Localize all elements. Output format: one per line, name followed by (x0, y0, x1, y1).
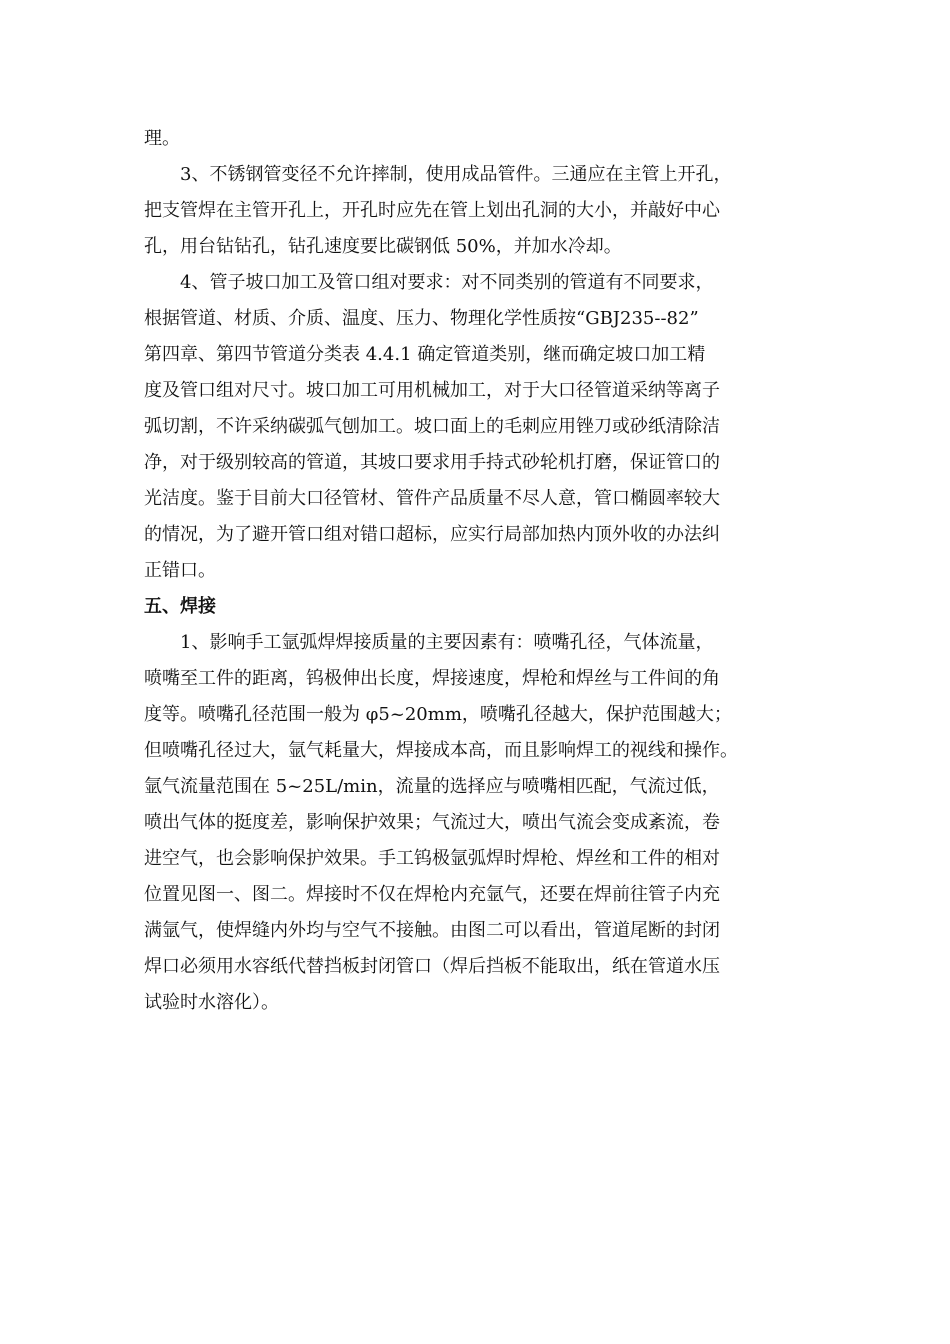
text-line: 把支管焊在主管开孔上，开孔时应先在管上划出孔洞的大小，并敲好中心 (144, 200, 720, 221)
text-line: 但喷嘴孔径过大，氩气耗量大，焊接成本高，而且影响焊工的视线和操作。 (144, 740, 738, 761)
text-line: 氩气流量范围在 5~25L/min，流量的选择应与喷嘴相匹配，气流过低， (144, 776, 720, 797)
text-line: 弧切割，不许采纳碳弧气刨加工。坡口面上的毛刺应用锉刀或砂纸清除洁 (144, 416, 720, 437)
text-line: 理。 (144, 128, 180, 149)
text-line: 第四章、第四节管道分类表 4.4.1 确定管道类别，继而确定坡口加工精 (144, 344, 706, 365)
text-line: 度等。喷嘴孔径范围一般为 φ5~20mm，喷嘴孔径越大，保护范围越大； (144, 704, 732, 725)
text-line: 试验时水溶化）。 (144, 992, 279, 1013)
text-line: 度及管口组对尺寸。坡口加工可用机械加工，对于大口径管道采纳等离子 (144, 380, 720, 401)
text-line: 根据管道、材质、介质、温度、压力、物理化学性质按“GBJ235--82” (144, 308, 699, 329)
section-heading: 五、焊接 (144, 596, 216, 617)
text-line: 孔，用台钻钻孔，钻孔速度要比碳钢低 50%，并加水冷却。 (144, 236, 622, 257)
text-line: 喷嘴至工件的距离，钨极伸出长度，焊接速度，焊枪和焊丝与工件间的角 (144, 668, 720, 689)
text-line: 光洁度。鉴于目前大口径管材、管件产品质量不尽人意，管口椭圆率较大 (144, 488, 720, 509)
text-line: 1、影响手工氩弧焊焊接质量的主要因素有：喷嘴孔径，气体流量， (180, 632, 714, 653)
document-body (144, 121, 824, 1021)
text-line: 净，对于级别较高的管道，其坡口要求用手持式砂轮机打磨，保证管口的 (144, 452, 720, 473)
text-line: 喷出气体的挺度差，影响保护效果；气流过大，喷出气流会变成紊流，卷 (144, 812, 720, 833)
text-line: 焊口必须用水容纸代替挡板封闭管口（焊后挡板不能取出，纸在管道水压 (144, 956, 720, 977)
text-line: 3、不锈钢管变径不允许摔制，使用成品管件。三通应在主管上开孔， (180, 164, 732, 185)
text-line: 进空气，也会影响保护效果。手工钨极氩弧焊时焊枪、焊丝和工件的相对 (144, 848, 720, 869)
text-line: 4、管子坡口加工及管口组对要求：对不同类别的管道有不同要求， (180, 272, 714, 293)
text-line: 正错口。 (144, 560, 216, 581)
text-line: 满氩气，使焊缝内外均与空气不接触。由图二可以看出，管道尾断的封闭 (144, 920, 720, 941)
text-line: 位置见图一、图二。焊接时不仅在焊枪内充氩气，还要在焊前往管子内充 (144, 884, 720, 905)
text-line: 的情况，为了避开管口组对错口超标，应实行局部加热内顶外收的办法纠 (144, 524, 720, 545)
